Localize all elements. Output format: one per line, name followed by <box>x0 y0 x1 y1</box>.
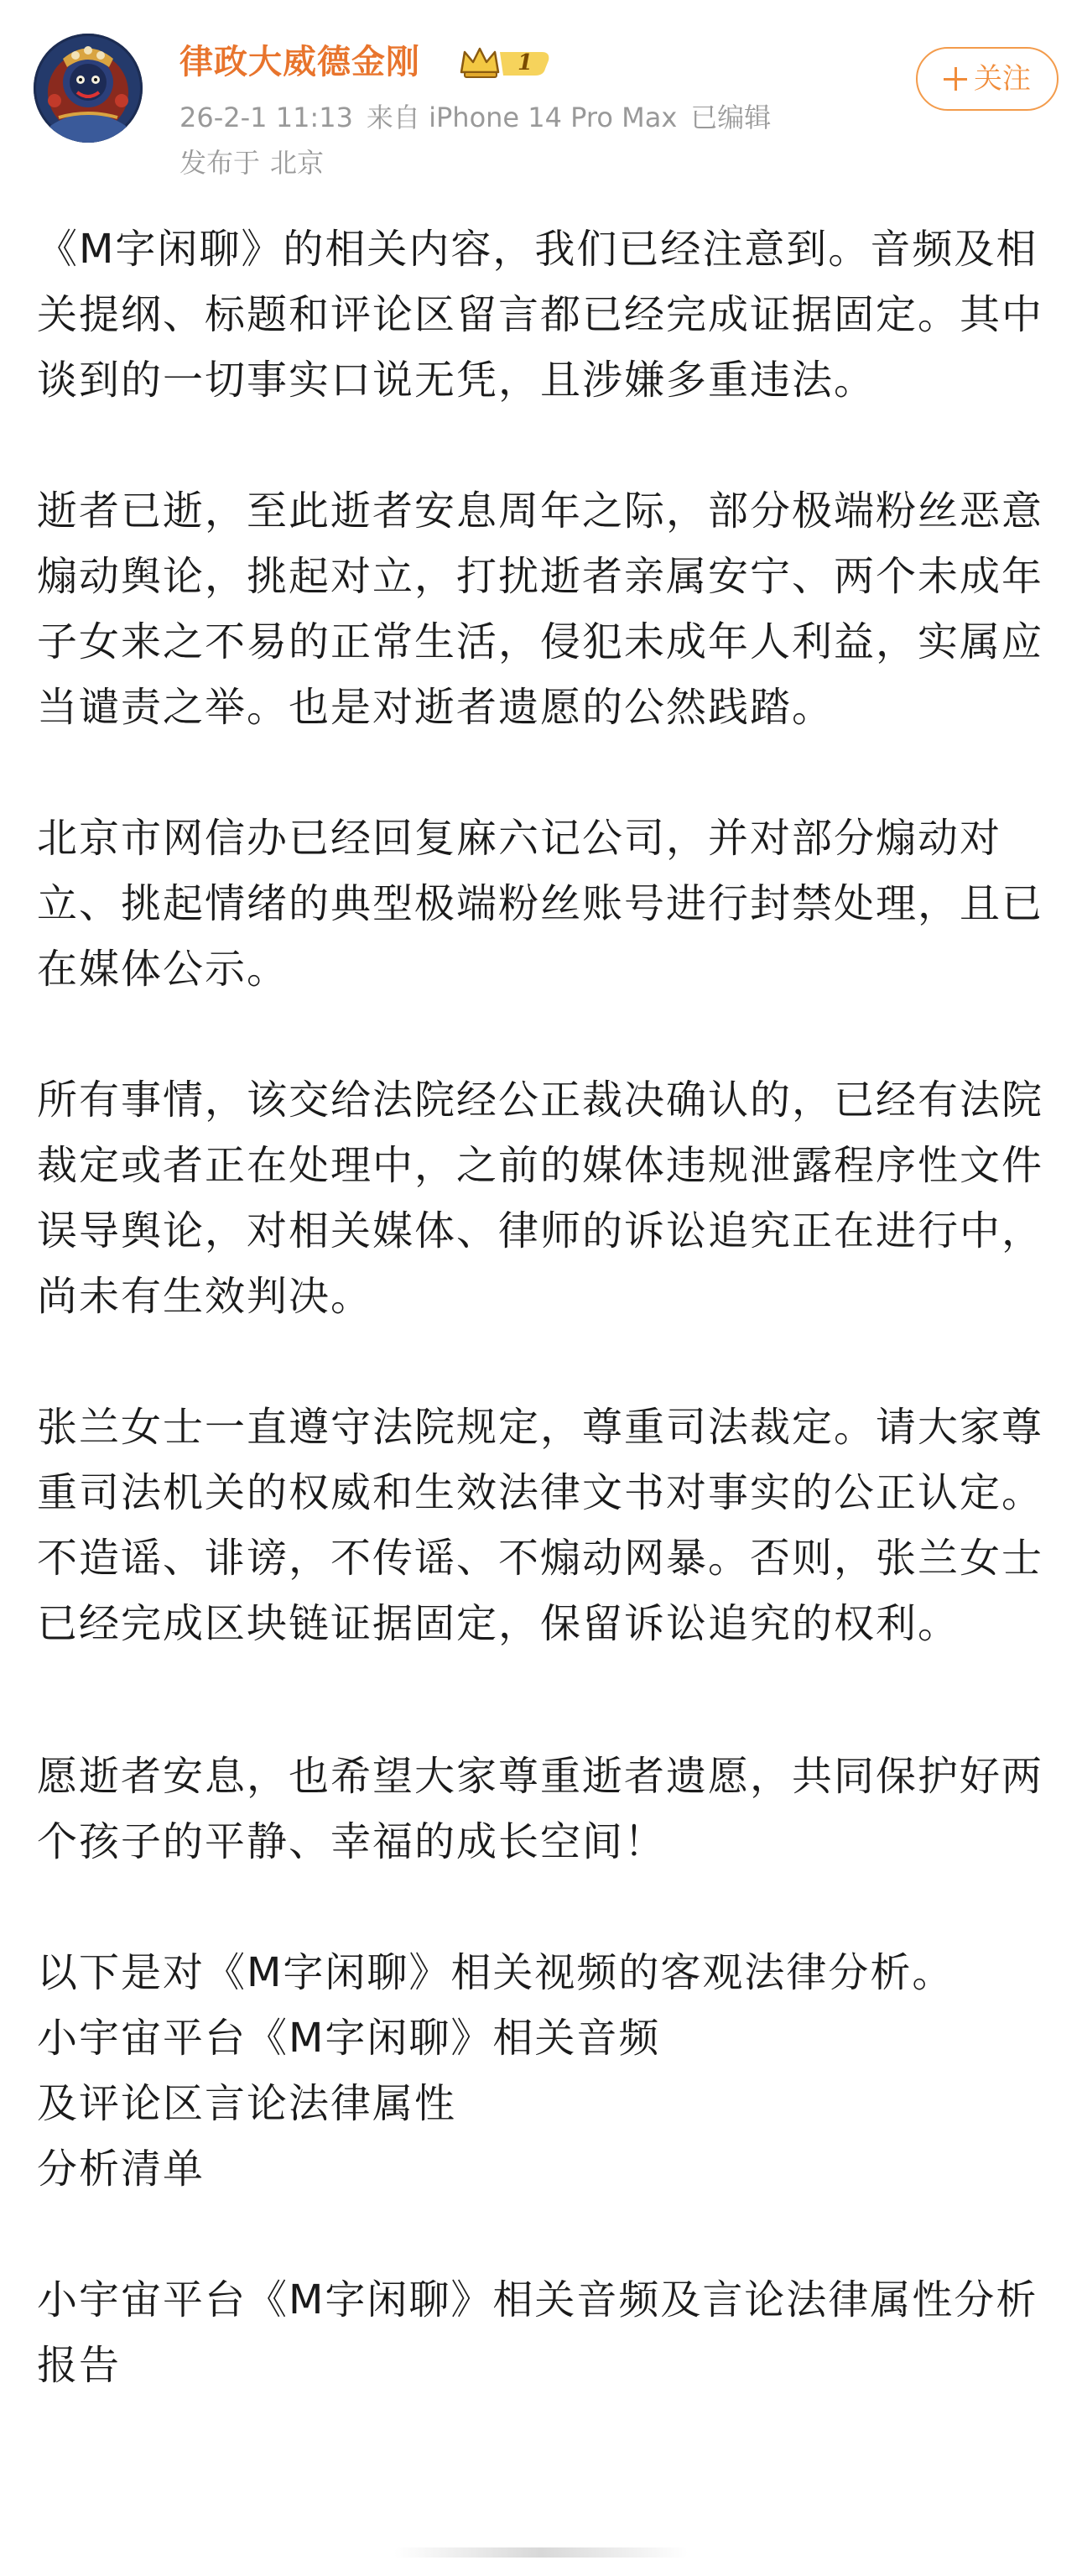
post-location <box>179 144 334 181</box>
location-text: 北京 <box>270 147 325 179</box>
post-paragraph: 所有事情，该交给法院经公正裁决确认的，已经有法院裁定或者正在处理中，之前的媒体违规泄露程序性文件误导舆论，对相关媒体、律师的诉讼追究正在进行中，尚未有生效判决。 <box>37 1077 1044 1320</box>
published-label: 发布于 <box>179 147 261 179</box>
post-paragraph: 逝者已逝，至此逝者安息周年之际，部分极端粉丝恶意煽动舆论，挑起对立，打扰逝者亲属安宁、两个未成年子女来之不易的正常生活，侵犯未成年人利益，实属应当谴责之举。也是对逝者遗愿的公然践踏。 <box>37 488 1044 731</box>
post-paragraph: 及评论区言论法律属性 <box>37 2080 457 2127</box>
post-paragraph: 小宇宙平台《M字闲聊》相关音频及言论法律属性分析报告 <box>37 2276 1038 2389</box>
post-paragraph: 分析清单 <box>37 2146 205 2193</box>
author-name[interactable]: 律政大威德金刚 <box>179 43 420 81</box>
post-source: 来自 iPhone 14 Pro Max <box>366 102 678 133</box>
post-paragraph: 以下是对《M字闲聊》相关视频的客观法律分析。 <box>37 1949 955 1996</box>
post-paragraph: 小宇宙平台《M字闲聊》相关音频 <box>37 2015 661 2062</box>
post-paragraph: 愿逝者安息，也希望大家尊重逝者遗愿，共同保护好两个孩子的平静、幸福的成长空间！ <box>37 1753 1044 1865</box>
follow-label: 关注 <box>974 62 1031 96</box>
post-header <box>0 0 1082 193</box>
post-paragraph: 北京市网信办已经回复麻六记公司，并对部分煽动对立、挑起情绪的典型极端粉丝账号进行封禁处理，且已在媒体公示。 <box>37 815 1044 993</box>
post-body <box>37 216 1052 2398</box>
author-avatar[interactable] <box>34 34 143 143</box>
crown-vip-badge-icon[interactable] <box>458 44 552 82</box>
post-date: 26-2-1 11:13 <box>179 102 353 133</box>
plus-icon <box>944 67 967 91</box>
deity-thangka-avatar-icon <box>34 34 143 143</box>
post-paragraph: 《M字闲聊》的相关内容，我们已经注意到。音频及相关提纲、标题和评论区留言都已经完成证据固定。其中谈到的一切事实口说无凭，且涉嫌多重违法。 <box>37 226 1044 404</box>
post-meta <box>179 99 784 136</box>
post-paragraph: 张兰女士一直遵守法院规定，尊重司法裁定。请大家尊重司法机关的权威和生效法律文书对事实的公正认定。不造谣、诽谤，不传谣、不煽动网暴。否则，张兰女士已经完成区块链证据固定，保留诉讼追究的权利。 <box>37 1404 1044 1647</box>
scroll-fade-indicator <box>394 2544 688 2561</box>
follow-button[interactable] <box>916 47 1059 111</box>
edited-label[interactable]: 已编辑 <box>690 102 772 133</box>
vip-level: 1 <box>517 50 533 76</box>
